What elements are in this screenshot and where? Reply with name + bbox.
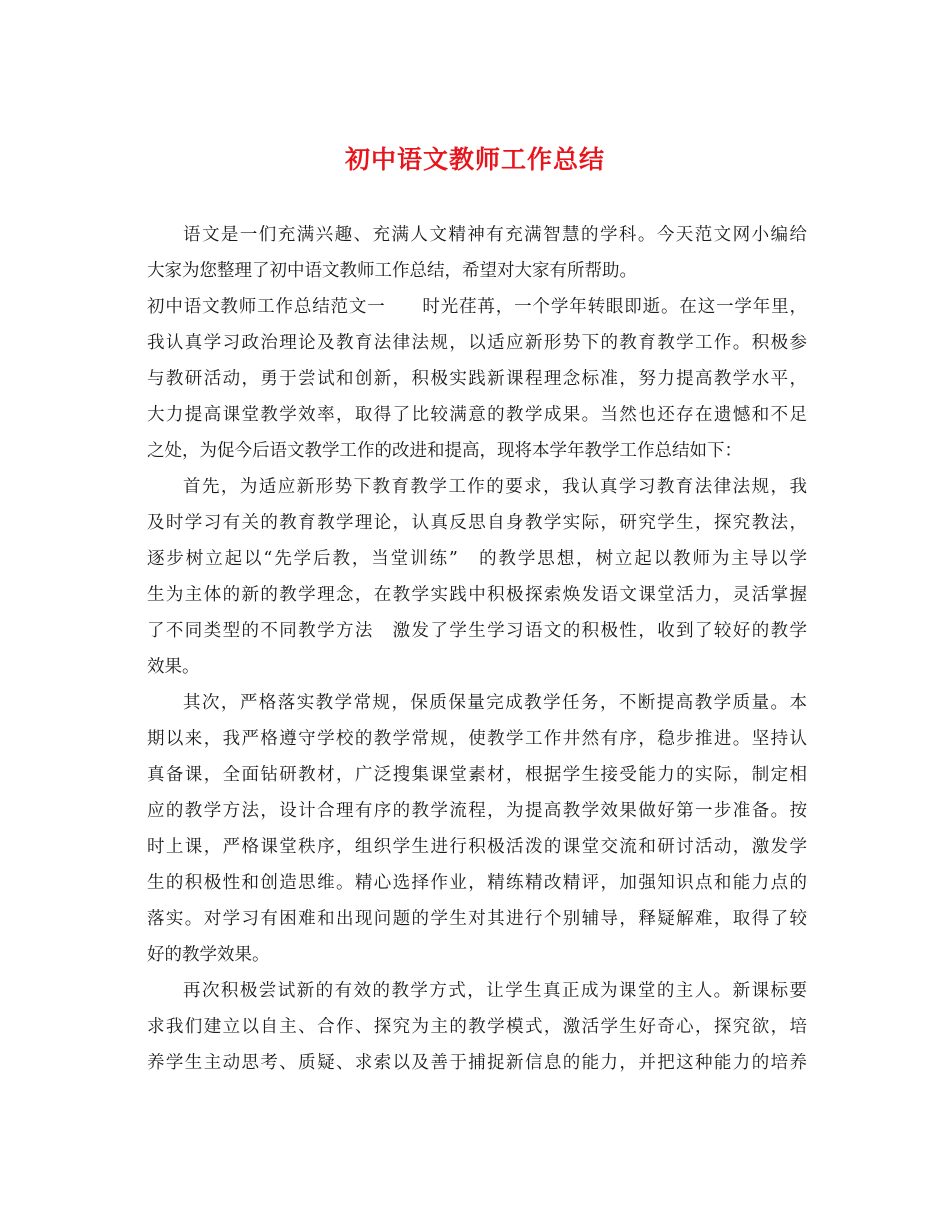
- paragraph-line: 求我们建立以自主、合作、探究为主的教学模式，激活学生好奇心，探究欲，培: [147, 1017, 807, 1037]
- paragraph-line: 其次，严格落实教学常规，保质保量完成教学任务，不断提高教学质量。本: [183, 693, 807, 713]
- paragraph-line: 生为主体的新的教学理念，在教学实践中积极探索焕发语文课堂活力，灵活掌握: [147, 585, 807, 605]
- paragraph-line: 及时学习有关的教育教学理论，认真反思自身教学实际，研究学生，探究教法，: [147, 513, 807, 533]
- paragraph-line: 逐步树立起以“先学后教，当堂训练” 的教学思想，树立起以教师为主导以学: [147, 549, 807, 569]
- paragraph-line: 再次积极尝试新的有效的教学方式，让学生真正成为课堂的主人。新课标要: [183, 981, 807, 1001]
- paragraph-line: 语文是一们充满兴趣、充满人文精神有充满智慧的学科。今天范文网小编给: [183, 225, 807, 245]
- paragraph-line: 养学生主动思考、质疑、求索以及善于捕捉新信息的能力，并把这种能力的培养: [147, 1053, 807, 1073]
- paragraph-line: 了不同类型的不同教学方法 激发了学生学习语文的积极性，收到了较好的教学: [147, 621, 807, 641]
- paragraph-line: 效果。: [147, 657, 200, 677]
- paragraph-line: 大力提高课堂教学效率，取得了比较满意的教学成果。当然也还存在遗憾和不足: [147, 405, 807, 425]
- paragraph-line: 落实。对学习有困难和出现问题的学生对其进行个别辅导，释疑解难，取得了较: [147, 909, 807, 929]
- paragraph-line: 之处，为促今后语文教学工作的改进和提高，现将本学年教学工作总结如下：: [147, 441, 742, 461]
- paragraph-line: 期以来，我严格遵守学校的教学常规，使教学工作井然有序，稳步推进。坚持认: [147, 729, 807, 749]
- paragraph-line: 大家为您整理了初中语文教师工作总结，希望对大家有所帮助。: [147, 261, 637, 281]
- paragraph-line: 初中语文教师工作总结范文一 时光荏苒，一个学年转眼即逝。在这一学年里，: [147, 297, 807, 317]
- paragraph-line: 首先，为适应新形势下教育教学工作的要求，我认真学习教育法律法规，我: [183, 477, 807, 497]
- paragraph-line: 与教研活动，勇于尝试和创新，积极实践新课程理念标准，努力提高教学水平，: [147, 369, 807, 389]
- paragraph-line: 好的教学效果。: [147, 945, 270, 965]
- paragraph-line: 我认真学习政治理论及教育法律法规，以适应新形势下的教育教学工作。积极参: [147, 333, 807, 353]
- paragraph-line: 时上课，严格课堂秩序，组织学生进行积极活泼的课堂交流和研讨活动，激发学: [147, 837, 807, 857]
- paragraph-line: 生的积极性和创造思维。精心选择作业，精练精改精评，加强知识点和能力点的: [147, 873, 807, 893]
- paragraph-line: 真备课，全面钻研教材，广泛搜集课堂素材，根据学生接受能力的实际，制定相: [147, 765, 807, 785]
- paragraph-line: 应的教学方法，设计合理有序的教学流程，为提高教学效果做好第一步准备。按: [147, 801, 807, 821]
- document-title: 初中语文教师工作总结: [344, 145, 605, 174]
